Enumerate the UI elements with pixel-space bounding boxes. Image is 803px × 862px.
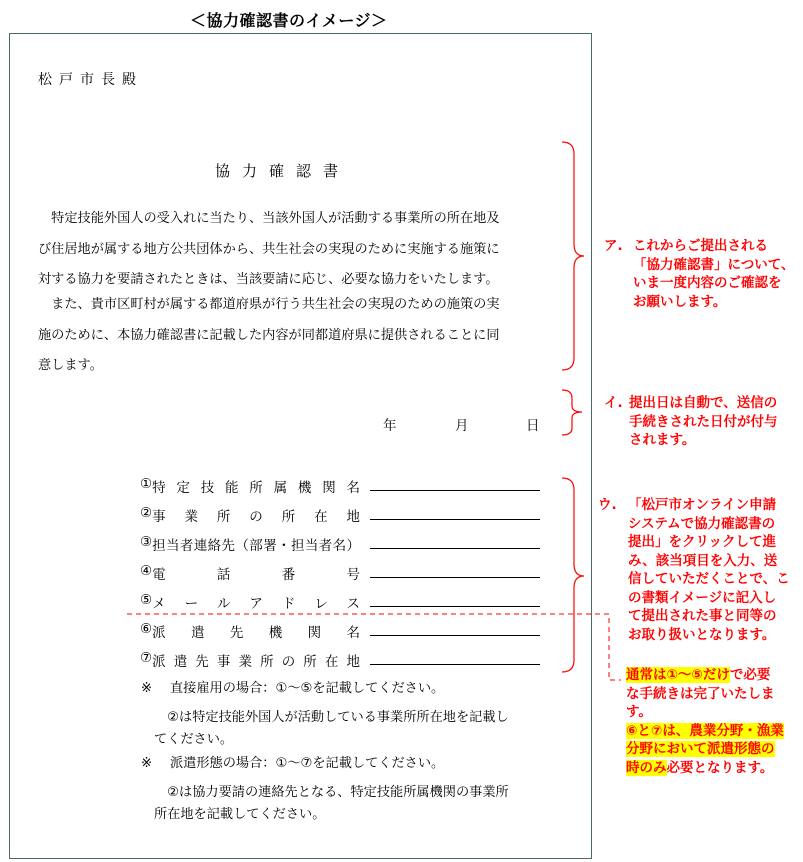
paragraph-line: 施のために、本協力確認書に記載した内容が同都道府県に提供されることに同 [38,327,500,343]
document-title: 協力確認書 [215,162,351,180]
separator-dashed-line [125,610,625,685]
field-label: 派遣先事業所の所在地 [152,654,360,670]
field-phone [140,563,360,583]
note-direct-sub [154,707,509,751]
field-office-address [140,505,360,525]
field-label: 事業所の所在地 [152,509,360,525]
note-line: てください。 [154,732,234,747]
field-org-name [140,476,360,496]
paragraph-line: び住居地が属する地方公共団体から、共生社会の実現のために実施する施策に [38,241,500,257]
brace-i-icon [560,388,590,438]
note-highlight: 通常は①～⑤だけ [626,667,730,683]
field-label: メールアドレス [152,596,360,612]
field-number: ⑤ [140,592,153,608]
note-dispatch-mark: ※ [141,756,153,771]
paragraph-line: 意します。 [38,358,103,373]
note-dispatch: 派遣形態の場合：①～⑦を記載してください。 [170,756,445,771]
paragraph-line: また、貴市区町村が属する都道府県が行う共生社会の実現のための施策の実 [38,297,500,312]
annotation-i-marker: イ. [604,395,623,411]
paragraph-provision [38,290,558,382]
note-direct-mark: ※ [141,681,153,696]
date-day: 日 [526,418,540,434]
annotation-i: 提出日は自動で、送信の 手続きされた日付が付与 されます。 [629,395,778,448]
field-number: ⑦ [140,650,153,666]
field-number: ② [140,505,153,521]
field-input-line[interactable] [370,606,540,607]
annotation-u-marker: ウ. [598,497,617,513]
field-contact-person [140,534,360,554]
paragraph-line: 特定技能外国人の受入れに当たり、当該外国人が活動する事業所の所在地及 [38,211,500,226]
field-label: 電話番号 [152,567,360,583]
field-label: 担当者連絡先（部署・担当者名） [152,538,360,554]
paragraph-line: 対する協力を要請されたときは、当該要請に応じ、必要な協力をいたします。 [38,272,499,287]
field-label: 特定技能所属機関名 [152,480,360,496]
field-number: ⑥ [140,621,153,637]
date-month: 月 [455,418,469,434]
field-label: 派遣先機関名 [152,625,360,641]
date-year: 年 [383,418,397,434]
annotation-a: これからご提出される 「協力確認書」について、 いま一度内容のご確認を お願いします。 [633,238,795,310]
field-number: ③ [140,534,153,550]
addressee: 松戸市長殿 [38,72,143,88]
field-input-line[interactable] [370,548,540,549]
field-email [140,592,360,612]
brace-a-icon [560,140,590,372]
annotation-a-marker: ア. [604,238,623,254]
note-dispatch-sub [154,782,509,826]
paragraph-consent [38,204,558,296]
field-input-line[interactable] [370,490,540,491]
annotation-u: 「松戸市オンライン申請 システムで協力確認書の 提出」をクリックして進 み、該当項目を入力、送 信していただくことで、こ の書類イメージに記入し て提出された事と同等の お取り扱いとなります。 [628,497,790,643]
field-input-line[interactable] [370,519,540,520]
note-line: 所在地を記載してください。 [154,807,326,822]
note-line: ②は特定技能外国人が活動している事業所所在地を記載し [154,710,509,725]
field-number: ① [140,476,153,492]
note-direct: 直接雇用の場合：①～⑤を記載してください。 [170,681,445,696]
image-heading: ＜協力確認書のイメージ＞ [190,11,388,30]
annotation-note: 通常は①～⑤だけで必要 な手続きは完了いたしま す。 ⑥と⑦は、農業分野・漁業 分野において派遣形態の 時のみ必要となります。 [626,667,784,776]
field-input-line[interactable] [370,577,540,578]
note-line: ②は協力要請の連絡先となる、特定技能所属機関の事業所 [154,785,509,800]
field-number: ④ [140,563,153,579]
